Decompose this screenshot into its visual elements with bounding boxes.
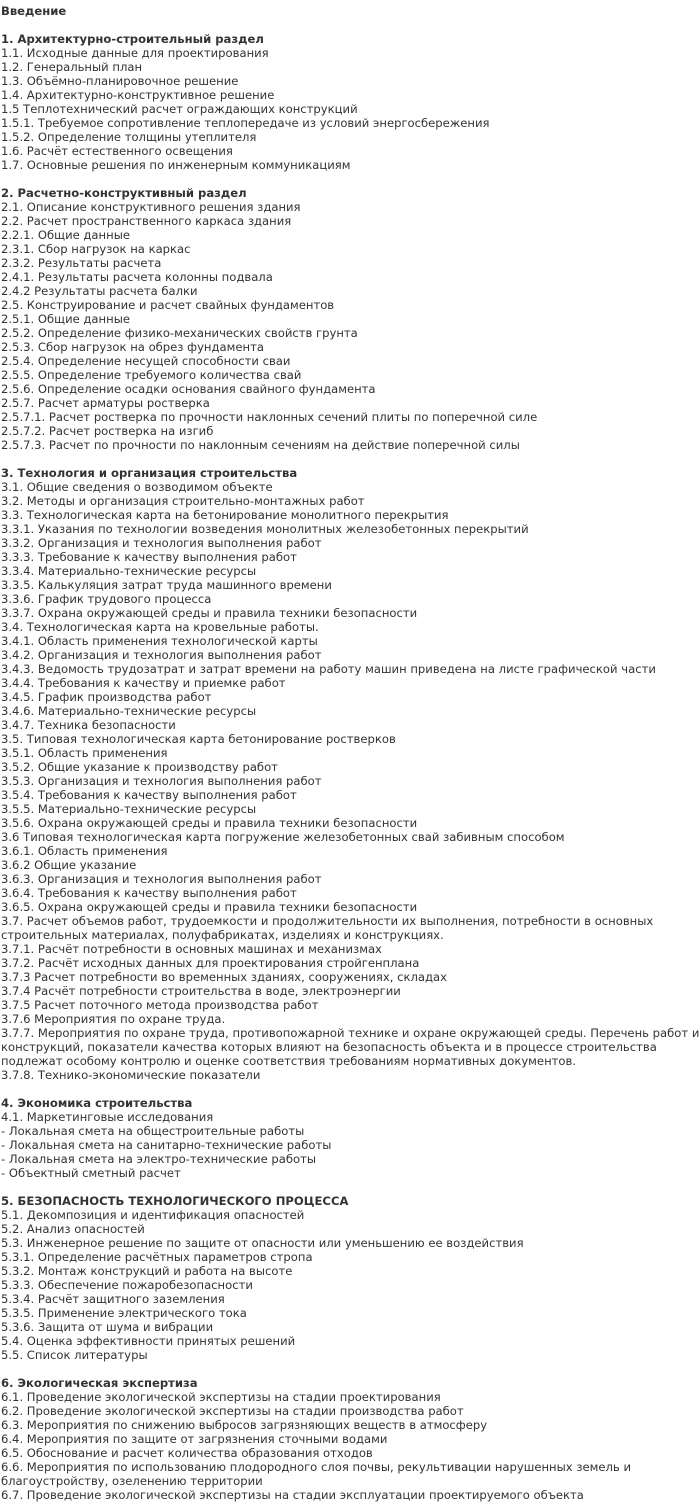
toc-item: 3.5.6. Охрана окружающей среды и правила техники безопасности: [1, 816, 418, 830]
toc-item: 3.1. Общие сведения о возводимом объекте: [1, 480, 273, 494]
toc-item: 3.6.4. Требования к качеству выполнения работ: [1, 886, 297, 900]
toc-item: 6.2. Проведение экологической экспертизы на стадии производства работ: [1, 1404, 464, 1418]
toc-item: 2.5.3. Сбор нагрузок на обрез фундамента: [1, 340, 264, 354]
toc-item: 3.4.3. Ведомость трудозатрат и затрат времени на работу машин приведена на листе графической части: [1, 662, 656, 676]
toc-item: 2.2.1. Общие данные: [1, 228, 130, 242]
toc-item: 3.7.5 Расчет поточного метода производства работ: [1, 998, 319, 1012]
toc-item: 3.6.1. Область применения: [1, 844, 168, 858]
toc-item: 1.5.2. Определение толщины утеплителя: [1, 130, 257, 144]
toc-item: 3.5.5. Материально-технические ресурсы: [1, 802, 257, 816]
toc-item: 3.4.6. Материально-технические ресурсы: [1, 704, 257, 718]
toc-item: 3.5.1. Область применения: [1, 746, 168, 760]
toc-section: [1, 1376, 700, 1502]
toc-item: 2.5.1. Общие данные: [1, 312, 130, 326]
toc-item: - Локальная смета на санитарно-технические работы: [1, 1138, 332, 1152]
section-title: 1. Архитектурно-строительный раздел: [1, 32, 264, 46]
toc-item: 5.3. Инженерное решение по защите от опасности или уменьшению ее воздействия: [1, 1236, 524, 1250]
toc-item: 3.7.6 Мероприятия по охране труда.: [1, 1012, 226, 1026]
toc-item: 3.6.2 Общие указание: [1, 858, 137, 872]
toc-item: 2.4.2 Результаты расчета балки: [1, 284, 198, 298]
toc-item: 3.5.2. Общие указание к производству работ: [1, 760, 278, 774]
toc-item: 3.4.5. График производства работ: [1, 690, 212, 704]
toc-item: 3.7.8. Технико-экономические показатели: [1, 1068, 261, 1082]
toc-item: 2.5.7.2. Расчет ростверка на изгиб: [1, 424, 214, 438]
toc-item: - Объектный сметный расчет: [1, 1166, 181, 1180]
toc-item: 3.5.4. Требования к качеству выполнения работ: [1, 788, 297, 802]
toc-item: 2.5. Конструирование и расчет свайных фундаментов: [1, 298, 335, 312]
toc-item: 3.4.1. Область применения технологической карты: [1, 634, 318, 648]
toc-item: 5.3.6. Защита от шума и вибрации: [1, 1320, 214, 1334]
section-title: 2. Расчетно-конструктивный раздел: [1, 186, 247, 200]
toc-item: - Локальная смета на электро-технические работы: [1, 1152, 317, 1166]
toc-item: 6.1. Проведение экологической экспертизы на стадии проектирования: [1, 1390, 441, 1404]
toc-item: 2.5.4. Определение несущей способности сваи: [1, 354, 291, 368]
section-title: 6. Экологическая экспертиза: [1, 1376, 198, 1390]
toc-item: 5.2. Анализ опасностей: [1, 1222, 145, 1236]
toc-item: 5.3.2. Монтаж конструкций и работа на высоте: [1, 1264, 293, 1278]
toc-item: - Локальная смета на общестроительные работы: [1, 1124, 305, 1138]
toc-item: 3.4. Технологическая карта на кровельные работы.: [1, 620, 319, 634]
toc-item: 6.4. Мероприятия по защите от загрязнения сточными водами: [1, 1432, 388, 1446]
toc-item: 1.4. Архитектурно-конструктивное решение: [1, 88, 275, 102]
toc-item: 3.5. Типовая технологическая карта бетонирование ростверков: [1, 732, 396, 746]
toc-item: 6.3. Мероприятия по снижению выбросов загрязняющих веществ в атмосферу: [1, 1418, 488, 1432]
toc-item: 5.4. Оценка эффективности принятых решений: [1, 1334, 296, 1348]
toc-item: 5.3.4. Расчёт защитного заземления: [1, 1292, 225, 1306]
toc-item: 1.5.1. Требуемое сопротивление теплопередаче из условий энергосбережения: [1, 116, 490, 130]
toc-item: 3.3.3. Требование к качеству выполнения работ: [1, 550, 297, 564]
toc-item: 3.5.3. Организация и технология выполнения работ: [1, 774, 322, 788]
toc-item: 5.3.1. Определение расчётных параметров стропа: [1, 1250, 313, 1264]
toc-item: 2.4.1. Результаты расчета колонны подвала: [1, 270, 273, 284]
toc-item: 2.2. Расчет пространственного каркаса здания: [1, 214, 292, 228]
toc-item: 1.3. Объёмно-планировочное решение: [1, 74, 239, 88]
toc-item: 4.1. Маркетинговые исследования: [1, 1110, 214, 1124]
toc-item: 5.1. Декомпозиция и идентификация опасностей: [1, 1208, 305, 1222]
toc-item: 3.7.3 Расчет потребности во временных зданиях, сооружениях, складах: [1, 970, 448, 984]
toc-item: 6.7. Проведение экологической экспертизы на стадии эксплуатации проектируемого объекта: [1, 1488, 584, 1502]
toc-item: 3.7.7. Мероприятия по охране труда, противопожарной технике и охране окружающей среды. Перечень работ и конструкций, показатели качества которых влияют на безопасность объекта и в процессе строительства подлежат особому контролю и оценке соответствия требованиям нормативных документов.: [1, 1026, 700, 1068]
toc-item: 1.2. Генеральный план: [1, 60, 143, 74]
toc-item: 3.6.5. Охрана окружающей среды и правила техники безопасности: [1, 900, 418, 914]
toc-item: 2.3.1. Сбор нагрузок на каркас: [1, 242, 191, 256]
toc-item: 5.3.5. Применение электрического тока: [1, 1306, 247, 1320]
toc-item: 3.3.2. Организация и технология выполнения работ: [1, 536, 322, 550]
toc-item: 6.5. Обоснование и расчет количества образования отходов: [1, 1446, 373, 1460]
toc-item: 5.5. Список литературы: [1, 1348, 148, 1362]
toc-item: 6.6. Мероприятия по использованию плодородного слоя почвы, рекультивации нарушенных земель и благоустройству, озеленению территории: [1, 1460, 631, 1488]
toc-item: 2.1. Описание конструктивного решения здания: [1, 200, 301, 214]
toc-item: 1.1. Исходные данные для проектирования: [1, 46, 269, 60]
toc-item: 1.7. Основные решения по инженерным коммуникациям: [1, 158, 351, 172]
section-title: 4. Экономика строительства: [1, 1096, 193, 1110]
toc-item: 2.5.5. Определение требуемого количества свай: [1, 368, 302, 382]
toc-item: 3.2. Методы и организация строительно-монтажных работ: [1, 494, 365, 508]
toc-item: 3.7. Расчет объемов работ, трудоемкости и продолжительности их выполнения, потребности в основных строительных материалах, полуфабрикатах, изделиях и конструкциях.: [1, 914, 654, 942]
toc-item: 2.5.7. Расчет арматуры ростверка: [1, 396, 210, 410]
toc-item: 3.7.4 Расчёт потребности строительства в воде, электроэнергии: [1, 984, 401, 998]
toc-sections: [1, 32, 700, 1502]
toc-item: 3.3.1. Указания по технологии возведения монолитных железобетонных перекрытий: [1, 522, 529, 536]
toc-section: [1, 32, 700, 172]
toc-item: 3.3. Технологическая карта на бетонирование монолитного перекрытия: [1, 508, 449, 522]
toc-section: [1, 1194, 700, 1362]
toc-item: 3.7.2. Расчёт исходных данных для проектирования стройгенплана: [1, 956, 420, 970]
toc-item: 3.4.7. Техника безопасности: [1, 718, 176, 732]
toc-item: 3.6 Типовая технологическая карта погружение железобетонных свай забивным способом: [1, 830, 565, 844]
toc-item: 2.5.2. Определение физико-механических свойств грунта: [1, 326, 358, 340]
toc-item: 3.4.4. Требования к качеству и приемке работ: [1, 676, 286, 690]
section-title: 5. БЕЗОПАСНОСТЬ ТЕХНОЛОГИЧЕСКОГО ПРОЦЕССА: [1, 1194, 349, 1208]
toc-item: 3.4.2. Организация и технология выполнения работ: [1, 648, 322, 662]
intro-heading: Введение: [1, 4, 67, 18]
toc-item: 2.5.7.3. Расчет по прочности по наклонным сечениям на действие поперечной силы: [1, 438, 520, 452]
toc-item: 3.6.3. Организация и технология выполнения работ: [1, 872, 322, 886]
toc-item: 3.3.4. Материально-технические ресурсы: [1, 564, 257, 578]
toc-item: 5.3.3. Обеспечение пожаробезопасности: [1, 1278, 253, 1292]
toc-item: 3.7.1. Расчёт потребности в основных машинах и механизмах: [1, 942, 382, 956]
toc-section: [1, 1096, 700, 1180]
toc-section: [1, 466, 700, 1082]
toc-item: 3.3.7. Охрана окружающей среды и правила техники безопасности: [1, 606, 418, 620]
toc-section: [1, 186, 700, 452]
toc-item: 1.5 Теплотехнический расчет ограждающих конструкций: [1, 102, 358, 116]
toc-item: 2.5.7.1. Расчет ростверка по прочности наклонных сечений плиты по поперечной силе: [1, 410, 538, 424]
toc-item: 3.3.6. График трудового процесса: [1, 592, 212, 606]
toc-item: 1.6. Расчёт естественного освещения: [1, 144, 233, 158]
toc-item: 2.3.2. Результаты расчета: [1, 256, 162, 270]
section-title: 3. Технология и организация строительства: [1, 466, 298, 480]
toc-item: 2.5.6. Определение осадки основания свайного фундамента: [1, 382, 376, 396]
toc-item: 3.3.5. Калькуляция затрат труда машинного времени: [1, 578, 332, 592]
